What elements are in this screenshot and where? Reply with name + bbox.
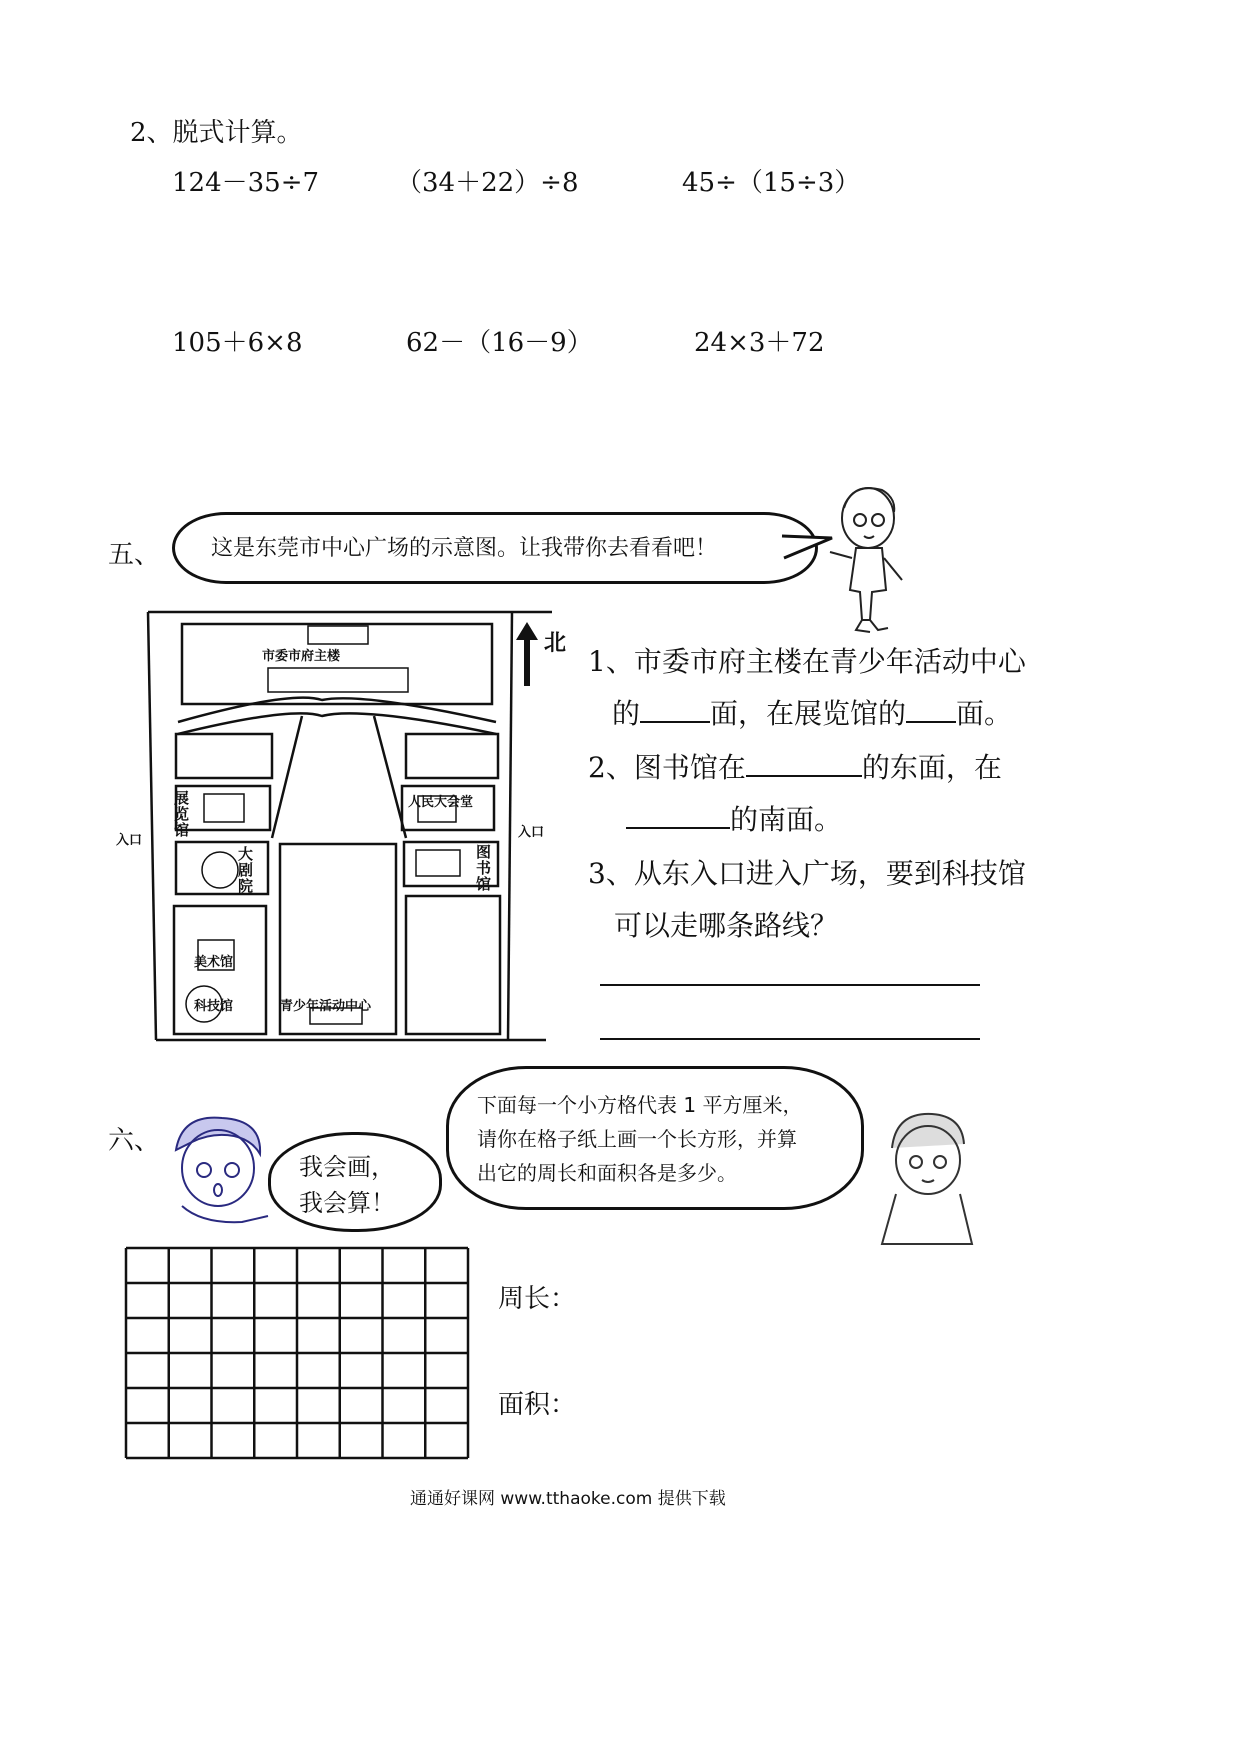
speech-text-5: 这是东莞市中心广场的示意图。让我带你去看看吧！ — [211, 536, 718, 561]
q1-end: 面。 — [956, 697, 1013, 730]
problem-2: （34＋22）÷8 — [396, 168, 579, 198]
q3-answer-line-2[interactable] — [600, 1038, 980, 1040]
problem-1: 124－35÷7 — [172, 168, 320, 198]
girl-speech-bubble — [446, 1066, 864, 1210]
q2-blank-1[interactable] — [746, 775, 862, 777]
north-arrow-icon — [512, 620, 542, 688]
map-label-art: 美术馆 — [194, 955, 234, 970]
map-label-theater: 大剧院 — [238, 845, 254, 895]
cartoon-girl-illustration — [872, 1104, 982, 1248]
problem-4: 105＋6×8 — [172, 328, 303, 358]
speech-bubble-5 — [172, 512, 818, 584]
map-label-entrance-west: 入口 — [116, 833, 143, 848]
q2-line-1 — [588, 746, 1002, 786]
square-grid[interactable] — [124, 1246, 470, 1460]
q1-blank-2[interactable] — [906, 721, 956, 723]
girl-speech-3: 出它的周长和面积各是多少。 — [477, 1161, 737, 1185]
footer-text: 通通好课网 www.tthaoke.com 提供下载 — [410, 1489, 726, 1509]
map-label-entrance-east: 入口 — [518, 825, 545, 840]
map-label-peoples-hall: 人民大会堂 — [408, 795, 474, 810]
section-6-number: 六、 — [108, 1126, 161, 1156]
q3-answer-line-1[interactable] — [600, 984, 980, 986]
q2-end-2: 的南面。 — [730, 803, 843, 836]
map-label-exhibition: 展览馆 — [174, 789, 190, 839]
q1-mid: 面，在展览馆的 — [710, 697, 907, 730]
map-label-youth-center: 青少年活动中心 — [280, 999, 372, 1014]
girl-speech-2: 请你在格子纸上画一个长方形，并算 — [477, 1127, 797, 1151]
boy-speech-bubble — [268, 1132, 442, 1232]
north-label: 北 — [544, 631, 567, 656]
q2-blank-2[interactable] — [626, 827, 730, 829]
map-label-science: 科技馆 — [194, 999, 234, 1014]
q2-pre: 2、图书馆在 — [588, 751, 746, 784]
q3-line-1: 3、从东入口进入广场，要到科技馆 — [588, 857, 1026, 890]
q1-line-2 — [612, 692, 1012, 732]
boy-speech-2: 我会算！ — [299, 1189, 395, 1217]
section-5-number: 五、 — [108, 540, 161, 570]
map-label-city-hall: 市委市府主楼 — [262, 649, 341, 664]
problem-3: 45÷（15÷3） — [682, 168, 861, 198]
q2-line-2 — [626, 798, 842, 838]
girl-speech-1: 下面每一个小方格代表 1 平方厘米， — [477, 1093, 803, 1117]
section-2-heading: 2、脱式计算。 — [130, 118, 303, 148]
q2-end: 的东面，在 — [861, 751, 1002, 784]
problem-5: 62－（16－9） — [406, 328, 593, 358]
q1-blank-1[interactable] — [640, 721, 710, 723]
q1-line-1: 1、市委市府主楼在青少年活动中心 — [588, 645, 1026, 678]
q3-line-2: 可以走哪条路线？ — [614, 909, 839, 942]
cartoon-boy-face-illustration — [162, 1110, 272, 1228]
cartoon-boy-illustration — [812, 480, 922, 640]
perimeter-label: 周长： — [498, 1284, 577, 1314]
problem-6: 24×3＋72 — [694, 328, 825, 358]
map-label-library: 图书馆 — [476, 843, 492, 893]
boy-speech-1: 我会画， — [299, 1153, 395, 1181]
q1-pre: 的 — [612, 697, 641, 730]
area-label: 面积： — [498, 1390, 577, 1420]
